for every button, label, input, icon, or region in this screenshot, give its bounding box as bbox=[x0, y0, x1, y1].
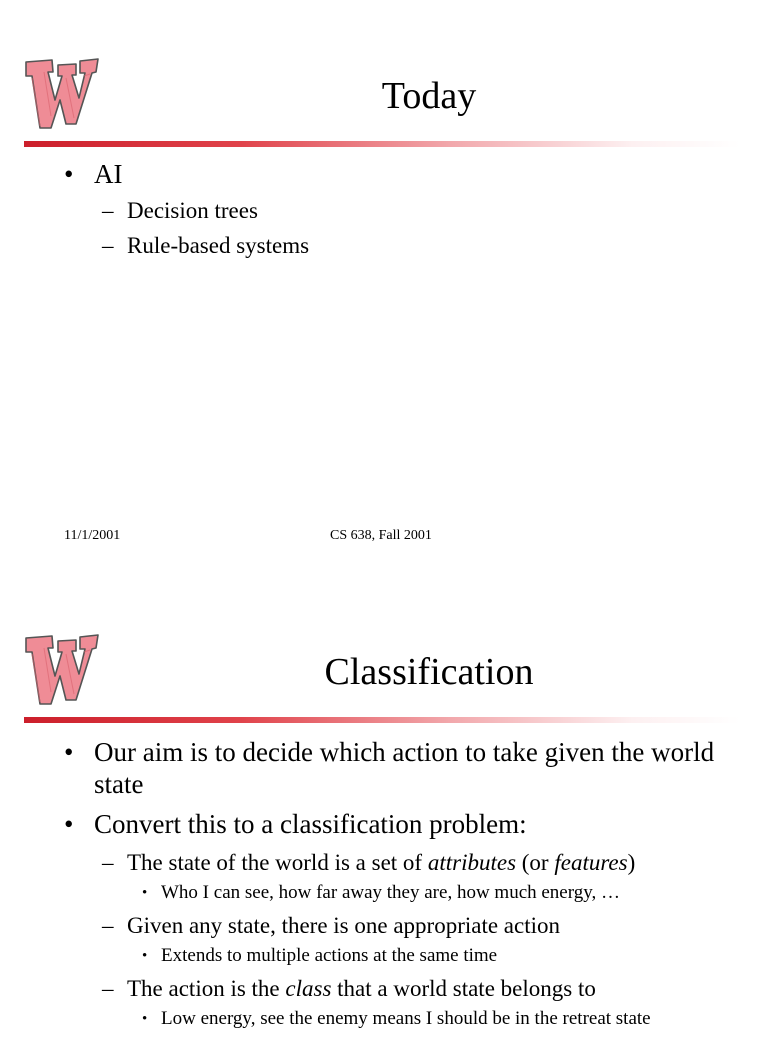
sub-bullet-text: The state of the world is a set of attributes (or features) bbox=[127, 850, 636, 875]
bullet-item bbox=[60, 808, 738, 840]
dash-marker: – bbox=[102, 913, 114, 938]
detail-text: Low energy, see the enemy means I should be in the retreat state bbox=[161, 1008, 651, 1029]
sub-bullet-text: Given any state, there is one appropriate action bbox=[127, 913, 561, 938]
title-divider bbox=[24, 717, 740, 723]
bullet-marker: • bbox=[142, 885, 148, 901]
bullet-marker: • bbox=[142, 948, 148, 964]
slide-title: Today bbox=[381, 75, 477, 117]
wisconsin-w-logo-icon bbox=[22, 632, 100, 708]
sub-bullet-item bbox=[60, 974, 738, 1004]
sub-bullet-item bbox=[60, 231, 738, 261]
slide-classification bbox=[0, 576, 768, 1029]
emphasis-class: class bbox=[285, 976, 332, 1001]
sub-bullet-text: Rule-based systems bbox=[127, 233, 310, 258]
footer-date: 11/1/2001 bbox=[64, 528, 121, 543]
sub-bullet-item bbox=[60, 848, 738, 878]
bullet-text: Convert this to a classification problem: bbox=[94, 809, 527, 839]
bullet-item bbox=[60, 158, 738, 190]
bullet-list bbox=[60, 736, 738, 1037]
bullet-marker: • bbox=[64, 159, 74, 189]
bullet-text: AI bbox=[94, 159, 123, 189]
dash-marker: – bbox=[102, 976, 114, 1001]
sub-bullet-item bbox=[60, 911, 738, 941]
bullet-marker: • bbox=[64, 809, 74, 839]
emphasis-attributes: attributes bbox=[427, 850, 517, 875]
wisconsin-w-logo-icon bbox=[22, 56, 100, 132]
footer-course: CS 638, Fall 2001 bbox=[330, 528, 432, 543]
bullet-marker: • bbox=[64, 737, 74, 767]
dash-marker: – bbox=[102, 198, 114, 223]
bullet-list bbox=[60, 158, 738, 266]
bullet-marker: • bbox=[142, 1011, 148, 1027]
detail-bullet-item bbox=[60, 1006, 738, 1032]
sub-bullet-text: The action is the class that a world state belongs to bbox=[127, 976, 596, 1001]
dash-marker: – bbox=[102, 850, 114, 875]
sub-bullet-item bbox=[60, 196, 738, 226]
sub-bullet-text: Decision trees bbox=[127, 198, 258, 223]
detail-text: Extends to multiple actions at the same time bbox=[161, 945, 498, 966]
detail-bullet-item bbox=[60, 943, 738, 969]
detail-bullet-item bbox=[60, 880, 738, 906]
title-divider bbox=[24, 141, 740, 147]
dash-marker: – bbox=[102, 233, 114, 258]
bullet-item bbox=[60, 736, 738, 800]
slide-title: Classification bbox=[324, 651, 534, 693]
bullet-text: Our aim is to decide which action to take given the world state bbox=[94, 737, 715, 799]
emphasis-features: features bbox=[554, 850, 628, 875]
detail-text: Who I can see, how far away they are, how much energy, … bbox=[161, 882, 620, 903]
